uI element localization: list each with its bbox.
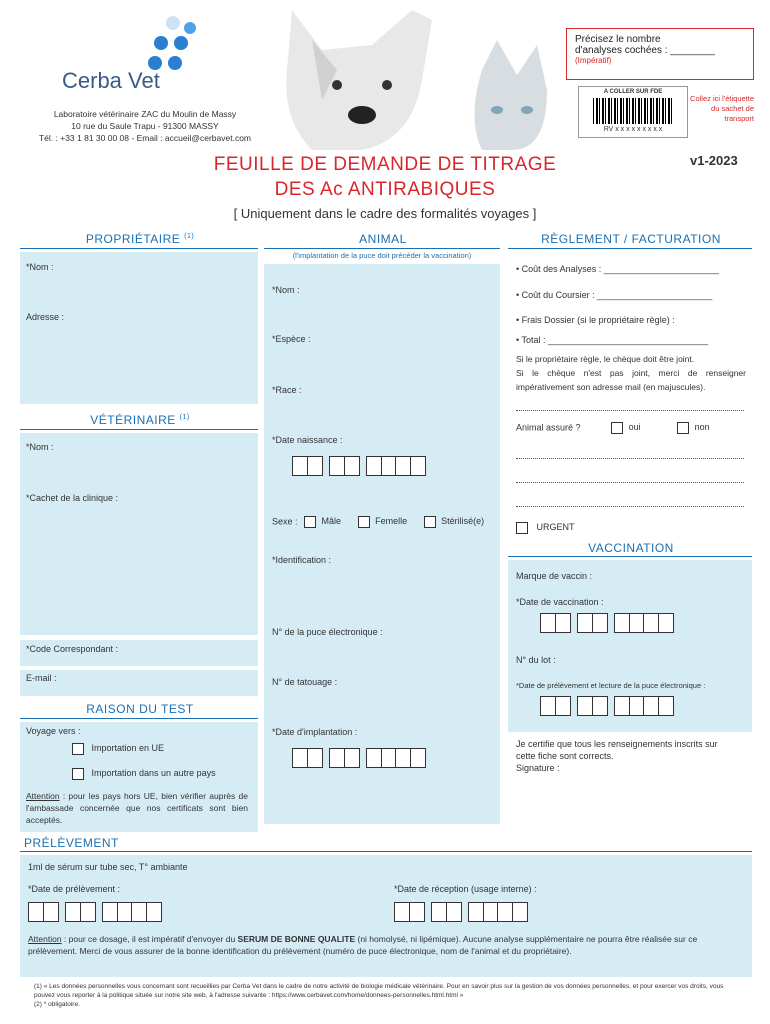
insured-yes-checkbox[interactable] <box>611 422 623 434</box>
vet-name-label: *Nom : <box>26 442 54 452</box>
owner-name-label: *Nom : <box>26 262 54 272</box>
sample-read-date-boxes[interactable] <box>540 696 680 716</box>
implant-date-label: *Date d'implantation : <box>272 727 358 737</box>
receipt-date-boxes[interactable] <box>394 902 534 922</box>
chip-number-label: N° de la puce électronique : <box>272 627 383 637</box>
vaccination-title: VACCINATION <box>588 541 674 555</box>
count-required: (Impératif) <box>575 56 612 65</box>
signature-label: Signature : <box>516 763 560 773</box>
owner-address-label: Adresse : <box>26 312 65 322</box>
cost-courier[interactable]: • Coût du Coursier : _______________________ <box>516 290 713 300</box>
footer-notes <box>34 982 746 1009</box>
vet-panel[interactable] <box>20 433 258 635</box>
insured-row: Animal assuré ? oui non <box>516 422 710 433</box>
urgent-checkbox[interactable] <box>516 522 528 534</box>
insured-no-checkbox[interactable] <box>677 422 689 434</box>
animal-species-label: *Espèce : <box>272 334 311 344</box>
sticker-note: Collez ici l'étiquette du sachet de transport <box>690 94 754 123</box>
import-other-checkbox[interactable] <box>72 768 84 780</box>
vaccine-brand-label: Marque de vaccin : <box>516 571 593 581</box>
birth-date-boxes[interactable] <box>292 456 432 476</box>
version: v1-2023 <box>690 153 738 168</box>
sampling-desc: 1ml de sérum sur tube sec, T° ambiante <box>28 862 188 872</box>
transport-sticker: A COLLER SUR FDE RV x x x x x x x x x <box>578 86 688 138</box>
import-other-option[interactable]: Importation dans un autre pays <box>72 768 216 780</box>
male-checkbox[interactable] <box>304 516 316 528</box>
owner-panel[interactable] <box>20 252 258 404</box>
reason-title: RAISON DU TEST <box>86 702 194 716</box>
receipt-date-label: *Date de réception (usage interne) : <box>394 884 537 894</box>
sex-row: Sexe : Mâle Femelle Stérilisé(e) <box>272 516 485 527</box>
logo-dots <box>148 16 198 76</box>
vet-stamp-label: *Cachet de la clinique : <box>26 493 119 503</box>
analysis-count-box <box>566 28 754 80</box>
billing-note: Si le propriétaire règle, le chèque doit être joint. Si le chèque n'est pas joint, merci de renseigner impérativement son adresse mail (en majuscules). <box>516 354 746 392</box>
sample-read-date-label: *Date de prélèvement et lecture de la puce électronique : <box>516 681 706 690</box>
birth-date-label: *Date naissance : <box>272 435 343 445</box>
page-title: FEUILLE DE DEMANDE DE TITRAGE DES Ac ANTIRABIQUES <box>213 154 557 200</box>
tattoo-number-label: N° de tatouage : <box>272 677 338 687</box>
female-checkbox[interactable] <box>358 516 370 528</box>
billing-title: RÈGLEMENT / FACTURATION <box>541 232 721 246</box>
count-label-line1: Précisez le nombre <box>575 34 661 45</box>
owner-title: PROPRIÉTAIRE $^{(1)}$ <box>85 232 195 246</box>
lab-address: Laboratoire vétérinaire ZAC du Moulin de Massy 10 rue du Saule Trapu - 91300 MASSY Tél. : +33 1 81 30 00 08 - Email : accueil@cerbavet.com <box>38 109 252 143</box>
urgent-option[interactable]: URGENT <box>516 522 575 534</box>
cost-analyses[interactable]: • Coût des Analyses : _______________________ <box>516 264 719 274</box>
animal-note: (l'implantation de la puce doit précéder la vaccination) <box>292 251 472 260</box>
implant-date-boxes[interactable] <box>292 748 432 768</box>
animal-title: ANIMAL <box>359 232 407 246</box>
import-eu-option[interactable]: Importation en UE <box>72 743 164 755</box>
file-fees[interactable]: • Frais Dossier (si le propriétaire règle) : <box>516 315 675 325</box>
vaccination-date-label: *Date de vaccination : <box>516 597 604 607</box>
total[interactable]: • Total : ________________________________ <box>516 335 709 345</box>
sampling-title: PRÉLÈVEMENT <box>24 836 119 850</box>
vet-code-label: *Code Correspondant : <box>26 644 119 654</box>
subtitle: [ Uniquement dans le cadre des formalités voyages ] <box>233 206 537 221</box>
brand-logo: Cerba Vet <box>62 68 160 93</box>
animal-breed-label: *Race : <box>272 385 302 395</box>
vet-title: VÉTÉRINAIRE $^{(1)}$ <box>90 413 190 427</box>
reason-attention: Attention : pour les pays hors UE, bien vérifier auprès de l'ambassade concernée que nos certificats sont bien acceptés. <box>26 791 248 825</box>
import-eu-checkbox[interactable] <box>72 743 84 755</box>
sample-date-boxes[interactable] <box>28 902 168 922</box>
barcode <box>593 98 673 124</box>
privacy-note: (1) « Les données personnelles vous concernant sont recueillies par Cerba Vet dans le cadre de notre activité de biologie médicale vétérinaire. Pour en savoir plus sur la gestion de vos données personnelles, et pour exercer vos droits, vous pouvez vous reporter à la politique située sur notre site web, à l'adresse suivante : https://www.cerbavet.com/home/donnees-personnelles.html.html » <box>34 983 724 999</box>
travel-label: Voyage vers : <box>26 726 81 736</box>
vaccination-date-boxes[interactable] <box>540 613 680 633</box>
certification: Je certifie que tous les renseignements inscrits sur cette fiche sont corrects. Signature : <box>516 738 736 774</box>
required-note: (2) * obligatoire. <box>34 1001 80 1008</box>
count-label-line2[interactable]: d'analyses cochées : ________ <box>575 45 715 56</box>
identification-label: *Identification : <box>272 555 332 565</box>
sampling-attention: Attention : pour ce dosage, il est impératif d'envoyer du SERUM DE BONNE QUALITE (ni homolysé, ni lipémique). Aucune analyse supplémentaire ne pourra être réalisée sur ce prélèvement. Merci de vous assurer de la bonne identification du prélèvement (numéro de puce électronique, nom de l'animal et du propriétaire). <box>28 934 698 956</box>
animal-name-label: *Nom : <box>272 285 300 295</box>
lot-number-label: N° du lot : <box>516 655 556 665</box>
animal-panel[interactable] <box>264 264 500 824</box>
vet-email-label: E-mail : <box>26 673 57 683</box>
sample-date-label: *Date de prélèvement : <box>28 884 121 894</box>
sterile-checkbox[interactable] <box>424 516 436 528</box>
dog-cat-image <box>282 10 552 150</box>
